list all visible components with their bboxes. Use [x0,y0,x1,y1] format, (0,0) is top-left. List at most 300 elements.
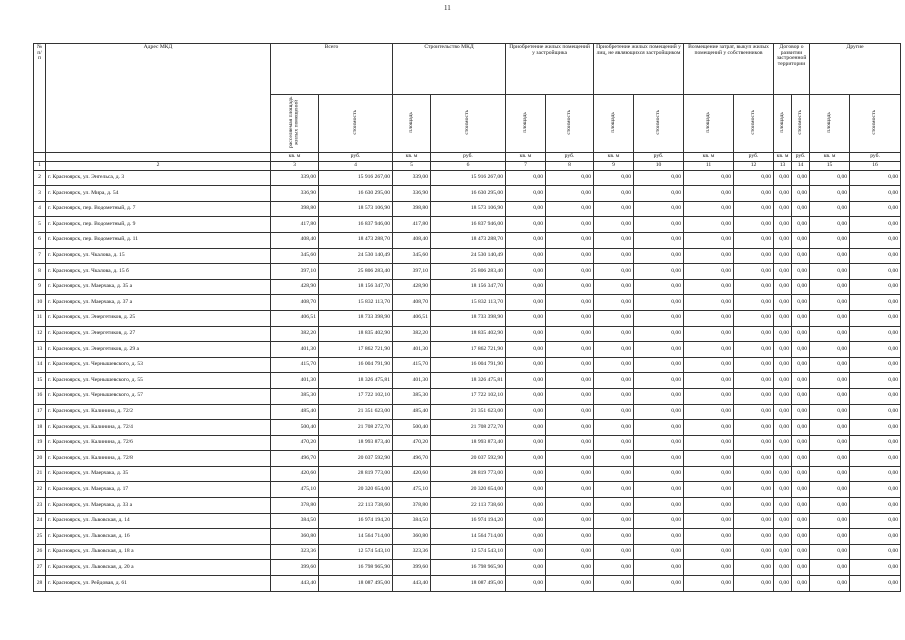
zero-value-cell: 0,00 [810,279,850,295]
total-cost-cell: 21 351 623,00 [319,404,393,420]
zero-value-cell: 0,00 [594,201,634,217]
units-cell: кв. м [271,152,319,161]
total-cost-cell: 18 733 398,90 [319,310,393,326]
zero-value-cell: 0,00 [684,295,734,311]
table-row [34,466,901,482]
header-subcolumn-label: площадь [825,111,832,133]
zero-value-cell: 0,00 [792,544,810,560]
zero-value-cell: 0,00 [734,264,774,280]
header-subcolumn [546,95,594,153]
zero-value-cell: 0,00 [684,576,734,592]
units-row [34,152,901,161]
zero-value-cell: 0,00 [774,560,792,576]
zero-value-cell: 0,00 [734,482,774,498]
zero-value-cell: 0,00 [774,310,792,326]
address-cell: г. Красноярск, ул. Энергетиков, д. 29 а [46,342,271,358]
zero-value-cell: 0,00 [684,264,734,280]
construction-area-cell: 323,36 [393,544,431,560]
address-cell: г. Красноярск, ул. Львовская, д. 20 а [46,560,271,576]
construction-cost-cell: 21 351 623,00 [431,404,506,420]
zero-value-cell: 0,00 [792,388,810,404]
table-row [34,482,901,498]
zero-value-cell: 0,00 [810,482,850,498]
zero-value-cell: 0,00 [774,498,792,514]
construction-area-cell: 408,70 [393,295,431,311]
zero-value-cell: 0,00 [546,388,594,404]
zero-value-cell: 0,00 [774,373,792,389]
header-group: Другие [810,44,901,95]
zero-value-cell: 0,00 [594,310,634,326]
zero-value-cell: 0,00 [634,357,684,373]
row-number-cell: 20 [34,451,46,467]
zero-value-cell: 0,00 [850,186,901,202]
zero-value-cell: 0,00 [634,513,684,529]
header-subcolumn [810,95,850,153]
zero-value-cell: 0,00 [792,232,810,248]
zero-value-cell: 0,00 [506,326,546,342]
zero-value-cell: 0,00 [734,451,774,467]
zero-value-cell: 0,00 [792,498,810,514]
zero-value-cell: 0,00 [684,232,734,248]
zero-value-cell: 0,00 [634,310,684,326]
zero-value-cell: 0,00 [684,186,734,202]
zero-value-cell: 0,00 [774,435,792,451]
zero-value-cell: 0,00 [506,342,546,358]
zero-value-cell: 0,00 [506,310,546,326]
total-area-cell: 417,80 [271,217,319,233]
zero-value-cell: 0,00 [594,529,634,545]
row-number-cell: 12 [34,326,46,342]
total-cost-cell: 12 574 543,10 [319,544,393,560]
address-cell: г. Красноярск, ул. Чернышевского, д. 55 [46,373,271,389]
construction-cost-cell: 18 156 347,70 [431,279,506,295]
units-cell: кв. м [393,152,431,161]
zero-value-cell: 0,00 [506,186,546,202]
address-cell: г. Красноярск, ул. Калинина, д. 72/6 [46,435,271,451]
zero-value-cell: 0,00 [774,217,792,233]
zero-value-cell: 0,00 [774,295,792,311]
header-subcolumn-label: площадь [704,111,711,133]
total-cost-cell: 24 530 140,49 [319,248,393,264]
construction-area-cell: 475,10 [393,482,431,498]
construction-cost-cell: 18 326 475,81 [431,373,506,389]
header-subcolumn [431,95,506,153]
table-row [34,544,901,560]
zero-value-cell: 0,00 [810,560,850,576]
zero-value-cell: 0,00 [506,201,546,217]
zero-value-cell: 0,00 [684,170,734,186]
zero-value-cell: 0,00 [684,482,734,498]
header-group: Всего [271,44,393,95]
zero-value-cell: 0,00 [634,264,684,280]
total-area-cell: 398,80 [271,201,319,217]
column-number-cell: 2 [46,161,271,170]
total-cost-cell: 25 806 283,40 [319,264,393,280]
zero-value-cell: 0,00 [594,264,634,280]
address-cell: г. Красноярск, ул. Энергетиков, д. 25 [46,310,271,326]
zero-value-cell: 0,00 [792,435,810,451]
units-cell: руб. [634,152,684,161]
header-group: Приобретение жилых помещений у лиц, не являющихся застройщиком [594,44,684,95]
zero-value-cell: 0,00 [774,248,792,264]
table-row [34,498,901,514]
construction-area-cell: 496,70 [393,451,431,467]
zero-value-cell: 0,00 [546,310,594,326]
header-subcolumn-label: стоимость [654,109,661,135]
zero-value-cell: 0,00 [546,295,594,311]
units-empty-cell [34,152,46,161]
row-number-cell: 7 [34,248,46,264]
construction-cost-cell: 21 708 272,70 [431,420,506,436]
total-area-cell: 408,40 [271,232,319,248]
zero-value-cell: 0,00 [734,342,774,358]
row-number-cell: 28 [34,576,46,592]
zero-value-cell: 0,00 [734,435,774,451]
row-number-cell: 14 [34,357,46,373]
zero-value-cell: 0,00 [734,326,774,342]
zero-value-cell: 0,00 [774,326,792,342]
zero-value-cell: 0,00 [684,279,734,295]
zero-value-cell: 0,00 [850,435,901,451]
zero-value-cell: 0,00 [850,310,901,326]
zero-value-cell: 0,00 [734,576,774,592]
zero-value-cell: 0,00 [850,264,901,280]
zero-value-cell: 0,00 [506,435,546,451]
zero-value-cell: 0,00 [850,373,901,389]
zero-value-cell: 0,00 [684,310,734,326]
construction-cost-cell: 15 832 113,70 [431,295,506,311]
total-cost-cell: 17 722 102,10 [319,388,393,404]
zero-value-cell: 0,00 [634,544,684,560]
zero-value-cell: 0,00 [792,404,810,420]
zero-value-cell: 0,00 [546,248,594,264]
table-row [34,232,901,248]
total-area-cell: 485,40 [271,404,319,420]
zero-value-cell: 0,00 [546,560,594,576]
row-number-cell: 16 [34,388,46,404]
zero-value-cell: 0,00 [506,373,546,389]
table-row [34,170,901,186]
zero-value-cell: 0,00 [546,342,594,358]
zero-value-cell: 0,00 [546,451,594,467]
construction-cost-cell: 18 573 106,90 [431,201,506,217]
header-subcolumn-label: площадь [407,111,414,133]
construction-cost-cell: 28 819 773,00 [431,466,506,482]
total-cost-cell: 18 993 873,40 [319,435,393,451]
zero-value-cell: 0,00 [634,466,684,482]
zero-value-cell: 0,00 [546,217,594,233]
header-subcolumn-label: площадь [609,111,616,133]
address-cell: г. Красноярск, пер. Водометный, д. 9 [46,217,271,233]
construction-area-cell: 401,30 [393,373,431,389]
zero-value-cell: 0,00 [684,201,734,217]
zero-value-cell: 0,00 [506,279,546,295]
total-cost-cell: 20 320 654,00 [319,482,393,498]
zero-value-cell: 0,00 [850,451,901,467]
total-area-cell: 475,10 [271,482,319,498]
zero-value-cell: 0,00 [810,201,850,217]
zero-value-cell: 0,00 [634,435,684,451]
zero-value-cell: 0,00 [734,357,774,373]
construction-cost-cell: 18 733 398,90 [431,310,506,326]
zero-value-cell: 0,00 [774,513,792,529]
address-cell: г. Красноярск, ул. Энергетиков, д. 27 [46,326,271,342]
table-row [34,576,901,592]
row-number-cell: 3 [34,186,46,202]
address-cell: г. Красноярск, ул. Чернышевского, д. 57 [46,388,271,404]
zero-value-cell: 0,00 [792,279,810,295]
zero-value-cell: 0,00 [792,420,810,436]
zero-value-cell: 0,00 [546,529,594,545]
zero-value-cell: 0,00 [734,513,774,529]
row-number-cell: 24 [34,513,46,529]
zero-value-cell: 0,00 [850,232,901,248]
zero-value-cell: 0,00 [594,482,634,498]
total-area-cell: 397,10 [271,264,319,280]
zero-value-cell: 0,00 [594,435,634,451]
construction-cost-cell: 12 574 543,10 [431,544,506,560]
header-subcolumn [393,95,431,153]
header-subcolumn [850,95,901,153]
zero-value-cell: 0,00 [734,217,774,233]
total-area-cell: 399,60 [271,560,319,576]
header-subcolumn-label: площадь [521,111,528,133]
construction-cost-cell: 16 004 791,90 [431,357,506,373]
address-cell: г. Красноярск, ул. Мира, д. 54 [46,186,271,202]
address-cell: г. Красноярск, ул. Чкалова, д. 15 б [46,264,271,280]
header-group: Возмещение затрат, выкуп жилых помещений у собственников [684,44,774,95]
zero-value-cell: 0,00 [594,466,634,482]
zero-value-cell: 0,00 [734,295,774,311]
address-cell: г. Красноярск, ул. Энгельса, д. 3 [46,170,271,186]
zero-value-cell: 0,00 [792,482,810,498]
header-subcolumn [684,95,734,153]
header-subcolumn [506,95,546,153]
row-number-cell: 19 [34,435,46,451]
zero-value-cell: 0,00 [792,326,810,342]
zero-value-cell: 0,00 [792,342,810,358]
header-subcolumn-label: расселяемая площадь жилых помещений [287,96,300,148]
column-number-cell: 15 [810,161,850,170]
zero-value-cell: 0,00 [850,170,901,186]
column-number-cell: 12 [734,161,774,170]
construction-cost-cell: 15 916 267,00 [431,170,506,186]
zero-value-cell: 0,00 [792,310,810,326]
zero-value-cell: 0,00 [792,576,810,592]
zero-value-cell: 0,00 [850,326,901,342]
zero-value-cell: 0,00 [734,170,774,186]
address-cell: г. Красноярск, пер. Водометный, д. 7 [46,201,271,217]
total-cost-cell: 17 862 721,90 [319,342,393,358]
total-area-cell: 360,80 [271,529,319,545]
zero-value-cell: 0,00 [546,326,594,342]
total-cost-cell: 15 832 113,70 [319,295,393,311]
zero-value-cell: 0,00 [850,498,901,514]
zero-value-cell: 0,00 [774,201,792,217]
zero-value-cell: 0,00 [594,420,634,436]
zero-value-cell: 0,00 [850,248,901,264]
row-number-cell: 11 [34,310,46,326]
zero-value-cell: 0,00 [634,248,684,264]
zero-value-cell: 0,00 [792,217,810,233]
total-area-cell: 470,20 [271,435,319,451]
zero-value-cell: 0,00 [850,357,901,373]
row-number-cell: 8 [34,264,46,280]
total-area-cell: 415,70 [271,357,319,373]
total-area-cell: 382,20 [271,326,319,342]
zero-value-cell: 0,00 [594,576,634,592]
zero-value-cell: 0,00 [594,357,634,373]
table-row [34,529,901,545]
zero-value-cell: 0,00 [634,529,684,545]
construction-area-cell: 408,40 [393,232,431,248]
table-row [34,560,901,576]
zero-value-cell: 0,00 [810,295,850,311]
zero-value-cell: 0,00 [734,248,774,264]
total-cost-cell: 15 916 267,00 [319,170,393,186]
total-cost-cell: 16 630 295,00 [319,186,393,202]
total-area-cell: 336,90 [271,186,319,202]
zero-value-cell: 0,00 [850,576,901,592]
zero-value-cell: 0,00 [506,264,546,280]
zero-value-cell: 0,00 [810,420,850,436]
header-subcolumn-label: стоимость [351,109,358,135]
units-cell: руб. [850,152,901,161]
zero-value-cell: 0,00 [594,342,634,358]
zero-value-cell: 0,00 [506,576,546,592]
zero-value-cell: 0,00 [546,373,594,389]
zero-value-cell: 0,00 [774,404,792,420]
zero-value-cell: 0,00 [634,217,684,233]
construction-area-cell: 398,80 [393,201,431,217]
zero-value-cell: 0,00 [734,544,774,560]
zero-value-cell: 0,00 [774,576,792,592]
header-subcolumn [634,95,684,153]
zero-value-cell: 0,00 [594,388,634,404]
header-group: Приобретение жилых помещений у застройщика [506,44,594,95]
row-number-cell: 4 [34,201,46,217]
column-number-cell: 3 [271,161,319,170]
table-row [34,404,901,420]
total-cost-cell: 16 837 946,00 [319,217,393,233]
zero-value-cell: 0,00 [734,373,774,389]
construction-cost-cell: 16 974 194,20 [431,513,506,529]
construction-area-cell: 382,20 [393,326,431,342]
zero-value-cell: 0,00 [506,498,546,514]
zero-value-cell: 0,00 [792,295,810,311]
construction-area-cell: 345,60 [393,248,431,264]
total-area-cell: 443,40 [271,576,319,592]
zero-value-cell: 0,00 [684,466,734,482]
table-row [34,513,901,529]
zero-value-cell: 0,00 [734,560,774,576]
zero-value-cell: 0,00 [774,388,792,404]
header-subcolumn [774,95,792,153]
header-subcolumn [271,95,319,153]
zero-value-cell: 0,00 [810,576,850,592]
row-number-cell: 17 [34,404,46,420]
table-row [34,451,901,467]
zero-value-cell: 0,00 [774,420,792,436]
construction-area-cell: 385,30 [393,388,431,404]
zero-value-cell: 0,00 [634,576,684,592]
zero-value-cell: 0,00 [546,544,594,560]
zero-value-cell: 0,00 [684,326,734,342]
zero-value-cell: 0,00 [792,466,810,482]
zero-value-cell: 0,00 [734,201,774,217]
zero-value-cell: 0,00 [594,404,634,420]
address-cell: г. Красноярск, ул. Маерчака, д. 33 а [46,498,271,514]
address-cell: г. Красноярск, ул. Львовская, д. 14 [46,513,271,529]
zero-value-cell: 0,00 [810,170,850,186]
total-cost-cell: 18 087 495,00 [319,576,393,592]
construction-cost-cell: 24 530 140,49 [431,248,506,264]
zero-value-cell: 0,00 [594,560,634,576]
zero-value-cell: 0,00 [774,279,792,295]
total-cost-cell: 18 473 288,70 [319,232,393,248]
zero-value-cell: 0,00 [684,420,734,436]
zero-value-cell: 0,00 [506,482,546,498]
zero-value-cell: 0,00 [774,466,792,482]
units-cell: кв. м [506,152,546,161]
zero-value-cell: 0,00 [850,217,901,233]
total-area-cell: 496,70 [271,451,319,467]
zero-value-cell: 0,00 [774,529,792,545]
total-cost-cell: 18 326 475,81 [319,373,393,389]
row-number-cell: 18 [34,420,46,436]
address-cell: г. Красноярск, ул. Калинина, д. 72/8 [46,451,271,467]
header-subcolumn-label: стоимость [464,109,471,135]
zero-value-cell: 0,00 [546,404,594,420]
zero-value-cell: 0,00 [734,404,774,420]
construction-area-cell: 339,00 [393,170,431,186]
zero-value-cell: 0,00 [792,186,810,202]
zero-value-cell: 0,00 [594,279,634,295]
total-cost-cell: 20 037 592,90 [319,451,393,467]
table-row [34,248,901,264]
units-cell: кв. м [774,152,792,161]
zero-value-cell: 0,00 [506,248,546,264]
zero-value-cell: 0,00 [634,388,684,404]
zero-value-cell: 0,00 [810,529,850,545]
zero-value-cell: 0,00 [734,388,774,404]
row-number-cell: 9 [34,279,46,295]
units-cell: кв. м [810,152,850,161]
zero-value-cell: 0,00 [774,170,792,186]
table-row [34,357,901,373]
zero-value-cell: 0,00 [850,560,901,576]
zero-value-cell: 0,00 [634,451,684,467]
zero-value-cell: 0,00 [506,451,546,467]
construction-area-cell: 406,51 [393,310,431,326]
zero-value-cell: 0,00 [634,342,684,358]
zero-value-cell: 0,00 [792,451,810,467]
zero-value-cell: 0,00 [774,342,792,358]
zero-value-cell: 0,00 [546,482,594,498]
total-cost-cell: 14 564 714,00 [319,529,393,545]
zero-value-cell: 0,00 [634,170,684,186]
zero-value-cell: 0,00 [634,326,684,342]
zero-value-cell: 0,00 [546,435,594,451]
total-area-cell: 378,80 [271,498,319,514]
zero-value-cell: 0,00 [684,404,734,420]
header-subcolumn [319,95,393,153]
zero-value-cell: 0,00 [792,560,810,576]
zero-value-cell: 0,00 [546,498,594,514]
row-number-cell: 6 [34,232,46,248]
construction-cost-cell: 18 087 495,00 [431,576,506,592]
zero-value-cell: 0,00 [734,279,774,295]
